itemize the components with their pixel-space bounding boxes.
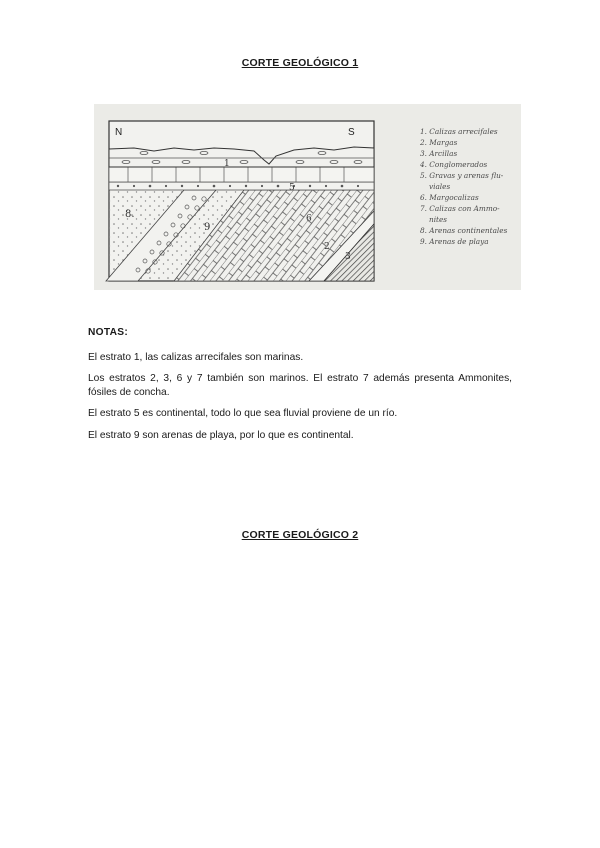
stratum-label-5: 5 [289, 183, 295, 193]
legend-item-continuation: nites [429, 215, 448, 224]
notes-section [88, 326, 512, 450]
figure-legend [420, 126, 520, 247]
legend-item: 8. Arenas continentales [420, 226, 508, 235]
note-paragraph-4: El estrato 9 son arenas de playa, por lo que es continental. [88, 429, 354, 441]
note-paragraph-2: Los estratos 2, 3, 6 y 7 también son marinos. El estrato 7 además presenta Ammonites, fósiles de concha. [88, 373, 512, 398]
section-1-title: CORTE GEOLÓGICO 1 [241, 57, 359, 69]
south-label: S [348, 127, 355, 138]
geological-cross-section-figure [94, 104, 521, 290]
north-label: N [115, 127, 123, 138]
stratum-label-2: 2 [324, 242, 330, 252]
legend-item: 6. Margocalizas [420, 193, 479, 202]
note-paragraph-1: El estrato 1, las calizas arrecifales son marinas. [88, 351, 304, 363]
legend-item: 5. Gravas y arenas flu- [420, 171, 504, 180]
notes-heading: NOTAS: [88, 327, 129, 338]
stratum-label-8: 8. [125, 209, 135, 220]
stratum-label-6: 6 [306, 214, 312, 224]
stratum-label-3: 3 [345, 252, 351, 262]
section-2-title: CORTE GEOLÓGICO 2 [241, 529, 359, 541]
legend-item: 1. Calizas arrecifales [420, 127, 498, 136]
stratum-label-9: 9 [204, 222, 211, 233]
stratum-label-1: 1 [224, 159, 230, 169]
legend-item: 2. Margas [420, 138, 458, 147]
legend-item: 3. Arcillas [420, 149, 458, 158]
legend-item: 7. Calizas con Ammo- [420, 204, 500, 213]
legend-item: 9. Arenas de playa [420, 237, 489, 246]
legend-item-continuation: viales [429, 182, 451, 191]
legend-item: 4. Conglomerados [420, 160, 488, 169]
note-paragraph-3: El estrato 5 es continental, todo lo que sea fluvial proviene de un río. [88, 408, 398, 419]
